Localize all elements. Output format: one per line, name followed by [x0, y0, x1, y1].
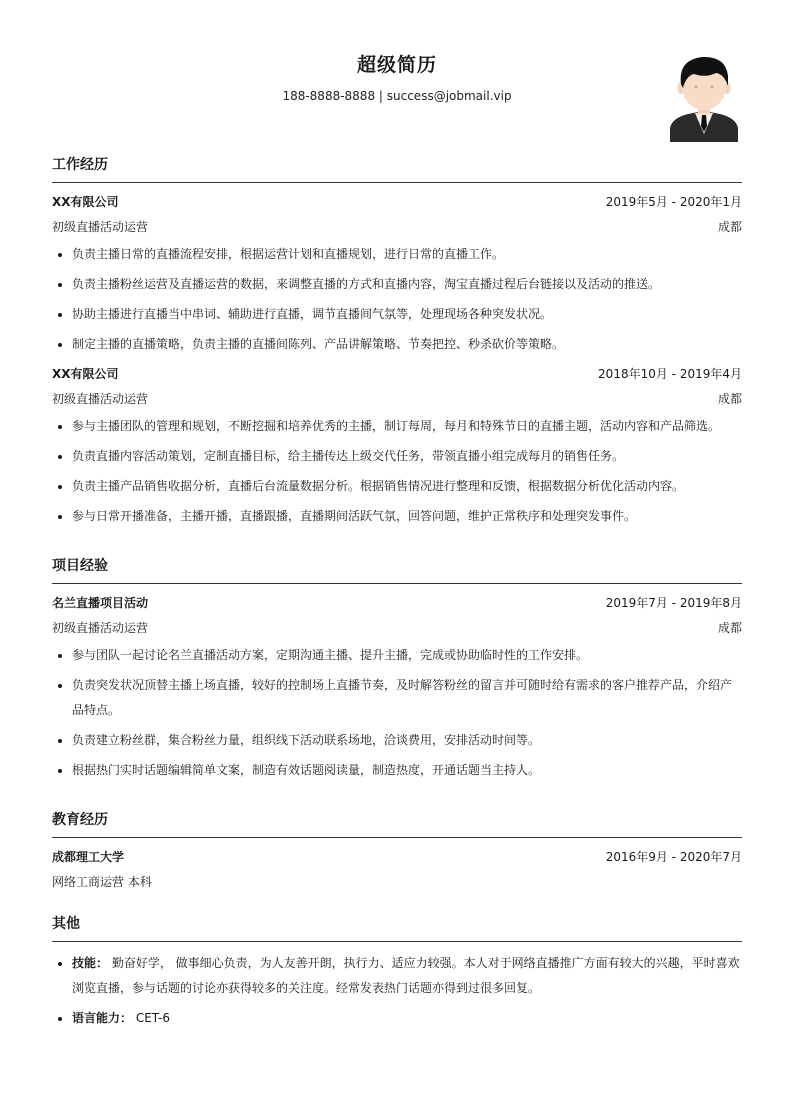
- date-range: 2016年9月 - 2020年7月: [605, 850, 742, 864]
- language-label: 语言能力：: [72, 1011, 133, 1025]
- section-divider: [52, 182, 742, 183]
- duty-list: [52, 242, 742, 362]
- section-title-other: 其他: [52, 916, 80, 932]
- avatar-icon: [668, 54, 740, 142]
- skills-text: 勤奋好学， 做事细心负责，为人友善开朗，执行力、适应力较强。本人对于网络直播推广方面有较大的兴趣，平时喜欢浏览直播，参与话题的讨论亦获得较多的关注度。经常发表热门话题亦得到过很多回复。: [72, 956, 740, 995]
- language-text: CET-6: [135, 1011, 170, 1025]
- section-divider: [52, 941, 742, 942]
- work-experience-section: [52, 153, 742, 534]
- date-range: 2019年5月 - 2020年1月: [605, 195, 742, 209]
- major-degree: 网络工商运营 本科: [52, 875, 152, 889]
- location: 成都: [717, 220, 742, 234]
- job-title: 初级直播活动运营: [52, 220, 149, 234]
- project-role: 初级直播活动运营: [52, 621, 149, 635]
- work-entry: [52, 192, 742, 362]
- list-item: [72, 951, 742, 1006]
- skills-label: 技能：: [72, 956, 109, 970]
- date-range: 2019年7月 - 2019年8月: [605, 596, 742, 610]
- list-item: • 负责主播日常的直播流程安排，根据运营计划和直播规划，进行日常的直播工作。: [72, 242, 742, 272]
- section-divider: [52, 583, 742, 584]
- job-title: 初级直播活动运营: [52, 392, 149, 406]
- list-item: • 根据热门实时话题编辑简单文案，制造有效话题阅读量，制造热度，开通话题当主持人。: [72, 758, 742, 788]
- list-item: • 负责建立粉丝群，集合粉丝力量，组织线下活动联系场地，洽谈费用，安排活动时间等。: [72, 728, 742, 758]
- list-item: • 参与主播团队的管理和规划，不断挖掘和培养优秀的主播，制订每周，每月和特殊节日的直播主题，活动内容和产品筛选。: [72, 414, 742, 444]
- contact-info: 188-8888-8888 | success@jobmail.vip: [282, 89, 512, 103]
- date-range: 2018年10月 - 2019年4月: [598, 367, 742, 381]
- duty-list: [52, 414, 742, 534]
- location: 成都: [717, 621, 742, 635]
- other-list: [52, 951, 742, 1036]
- duty-list: [52, 643, 742, 788]
- school-name: 成都理工大学: [52, 850, 125, 864]
- project-entry: [52, 593, 742, 788]
- list-item: [72, 1006, 742, 1036]
- company-name: XX有限公司: [52, 195, 119, 209]
- list-item: • 参与团队一起讨论名兰直播活动方案，定期沟通主播、提升主播，完成或协助临时性的工作安排。: [72, 643, 742, 673]
- list-item: • 协助主播进行直播当中串词、辅助进行直播，调节直播间气氛等，处理现场各种突发状况。: [72, 302, 742, 332]
- section-title-work: 工作经历: [52, 157, 108, 173]
- list-item: • 参与日常开播准备，主播开播，直播跟播，直播期间活跃气氛，回答问题，维护正常秩序和处理突发事件。: [72, 504, 742, 534]
- candidate-name: 超级简历: [356, 54, 437, 76]
- company-name: XX有限公司: [52, 367, 119, 381]
- list-item: • 负责突发状况顶替主播上场直播，较好的控制场上直播节奏，及时解答粉丝的留言并可随时给有需求的客户推荐产品，介绍产品特点。: [72, 673, 742, 728]
- section-title-project: 项目经验: [52, 558, 108, 574]
- list-item: • 制定主播的直播策略，负责主播的直播间陈列、产品讲解策略、节奏把控、秒杀砍价等策略。: [72, 332, 742, 362]
- work-entry: [52, 364, 742, 534]
- section-divider: [52, 837, 742, 838]
- resume-body: [52, 153, 742, 1056]
- education-section: [52, 808, 742, 892]
- section-title-education: 教育经历: [52, 812, 108, 828]
- location: 成都: [717, 392, 742, 406]
- project-experience-section: [52, 554, 742, 788]
- list-item: • 负责直播内容活动策划，定制直播目标，给主播传达上级交代任务，带领直播小组完成每月的销售任务。: [72, 444, 742, 474]
- project-name: 名兰直播项目活动: [52, 596, 149, 610]
- list-item: • 负责主播粉丝运营及直播运营的数据，来调整直播的方式和直播内容，淘宝直播过程后台链接以及活动的推送。: [72, 272, 742, 302]
- list-item: • 负责主播产品销售收据分析，直播后台流量数据分析。根据销售情况进行整理和反馈，根据数据分析优化活动内容。: [72, 474, 742, 504]
- other-section: [52, 912, 742, 1036]
